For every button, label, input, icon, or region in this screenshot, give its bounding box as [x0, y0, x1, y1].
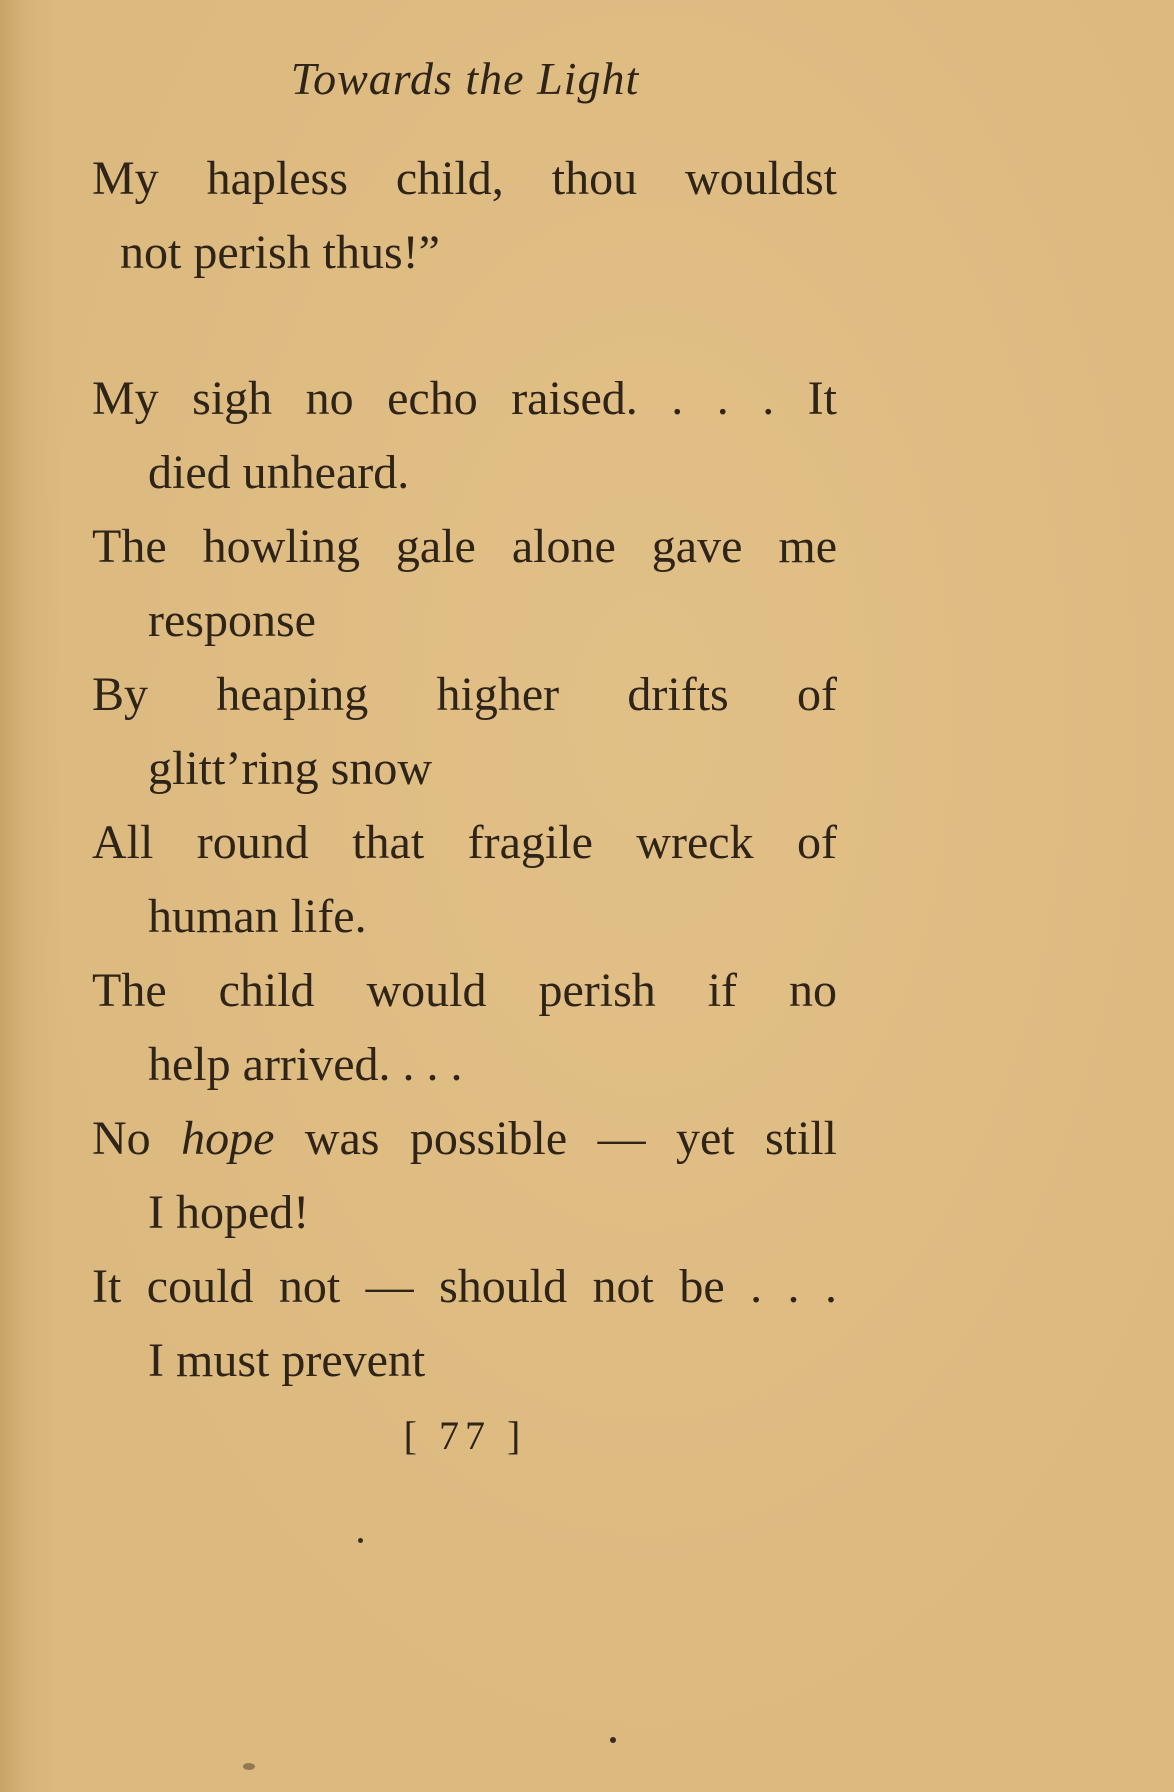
paper-speck — [358, 1538, 363, 1543]
running-head: Towards the Light — [290, 53, 640, 104]
poem-phrase: was possible — yet still — [304, 1112, 838, 1165]
poem-line: The child would perish if no — [92, 964, 837, 1017]
poem-line: By heaping higher drifts of — [92, 668, 837, 721]
poem-line: response — [148, 594, 316, 647]
poem-line: not perish thus!” — [120, 226, 440, 279]
poem-line: help arrived. . . . — [148, 1038, 463, 1091]
poem-line — [92, 1102, 837, 1176]
paper-speck — [610, 1737, 616, 1743]
poem-word: No — [92, 1112, 151, 1165]
poem-line: died unheard. — [148, 446, 410, 499]
paper-speck — [243, 1763, 255, 1770]
page-number: [ 77 ] — [403, 1413, 527, 1458]
poem-word-italic: hope — [181, 1112, 275, 1165]
poem-line: I must prevent — [148, 1334, 426, 1387]
poem-line: The howling gale alone gave me — [92, 520, 837, 573]
poem-line: My hapless child, thou wouldst — [92, 152, 837, 205]
poem-line: I hoped! — [148, 1186, 310, 1239]
poem-body — [92, 142, 837, 1398]
poem-line: human life. — [148, 890, 367, 943]
poem-line: All round that fragile wreck of — [92, 816, 837, 869]
poem-line: glitt’ring snow — [148, 742, 432, 795]
poem-line: My sigh no echo raised. . . . It — [92, 372, 837, 425]
stanza-break — [92, 290, 837, 362]
poem-line: It could not — should not be . . . — [92, 1260, 837, 1313]
